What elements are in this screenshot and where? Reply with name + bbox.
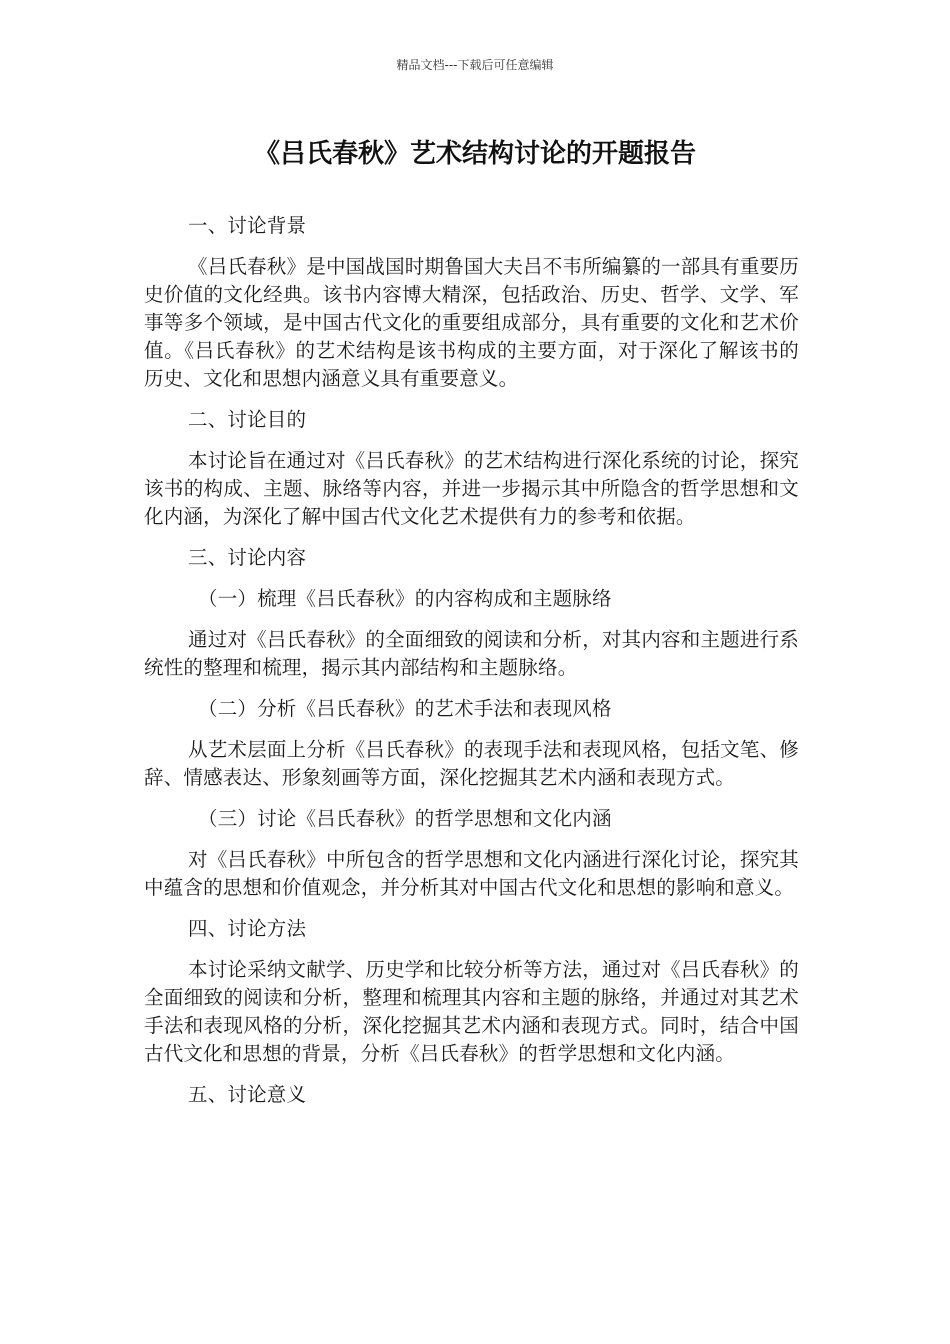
section-heading-method: 四、讨论方法 — [188, 917, 307, 940]
paragraph-purpose: 本讨论旨在通过对《吕氏春秋》的艺术结构进行深化系统的讨论，探究该书的构成、主题、脉络等内容，并进一步揭示其中所隐含的哲学思想和文化内涵，为深化了解中国古代文化艺术提供有力的参考和依据。 — [144, 449, 799, 528]
subsection-heading-1: （一）梳理《吕氏春秋》的内容构成和主题脉络 — [198, 587, 612, 610]
document-body — [144, 212, 799, 1122]
paragraph-subsection-3: 对《吕氏春秋》中所包含的哲学思想和文化内涵进行深化讨论，探究其中蕴含的思想和价值观念，并分析其对中国古代文化和思想的影响和意义。 — [144, 848, 799, 899]
paragraph-background: 《吕氏春秋》是中国战国时期鲁国大夫吕不韦所编纂的一部具有重要历史价值的文化经典。该书内容博大精深，包括政治、历史、哲学、文学、军事等多个领域，是中国古代文化的重要组成部分，具有重要的文化和艺术价值。《吕氏春秋》的艺术结构是该书构成的主要方面，对于深化了解该书的历史、文化和思想内涵意义具有重要意义。 — [144, 255, 799, 390]
header-note: 精品文档---下载后可任意编辑 — [396, 58, 554, 72]
paragraph-subsection-2: 从艺术层面上分析《吕氏春秋》的表现手法和表现风格，包括文笔、修辞、情感表达、形象刻画等方面，深化挖掘其艺术内涵和表现方式。 — [144, 738, 799, 789]
section-heading-significance: 五、讨论意义 — [188, 1083, 307, 1106]
subsection-heading-2: （二）分析《吕氏春秋》的艺术手法和表现风格 — [198, 697, 612, 720]
section-heading-content: 三、讨论内容 — [188, 546, 307, 569]
paragraph-subsection-1: 通过对《吕氏春秋》的全面细致的阅读和分析，对其内容和主题进行系统性的整理和梳理，揭示其内部结构和主题脉络。 — [144, 628, 799, 679]
subsection-heading-3: （三）讨论《吕氏春秋》的哲学思想和文化内涵 — [198, 807, 612, 830]
document-title: 《吕氏春秋》艺术结构讨论的开题报告 — [253, 139, 696, 169]
section-heading-background: 一、讨论背景 — [188, 214, 307, 237]
section-heading-purpose: 二、讨论目的 — [188, 408, 307, 431]
paragraph-method: 本讨论采纳文献学、历史学和比较分析等方法，通过对《吕氏春秋》的全面细致的阅读和分析，整理和梳理其内容和主题的脉络，并通过对其艺术手法和表现风格的分析，深化挖掘其艺术内涵和表现方式。同时，结合中国古代文化和思想的背景，分析《吕氏春秋》的哲学思想和文化内涵。 — [144, 958, 799, 1065]
